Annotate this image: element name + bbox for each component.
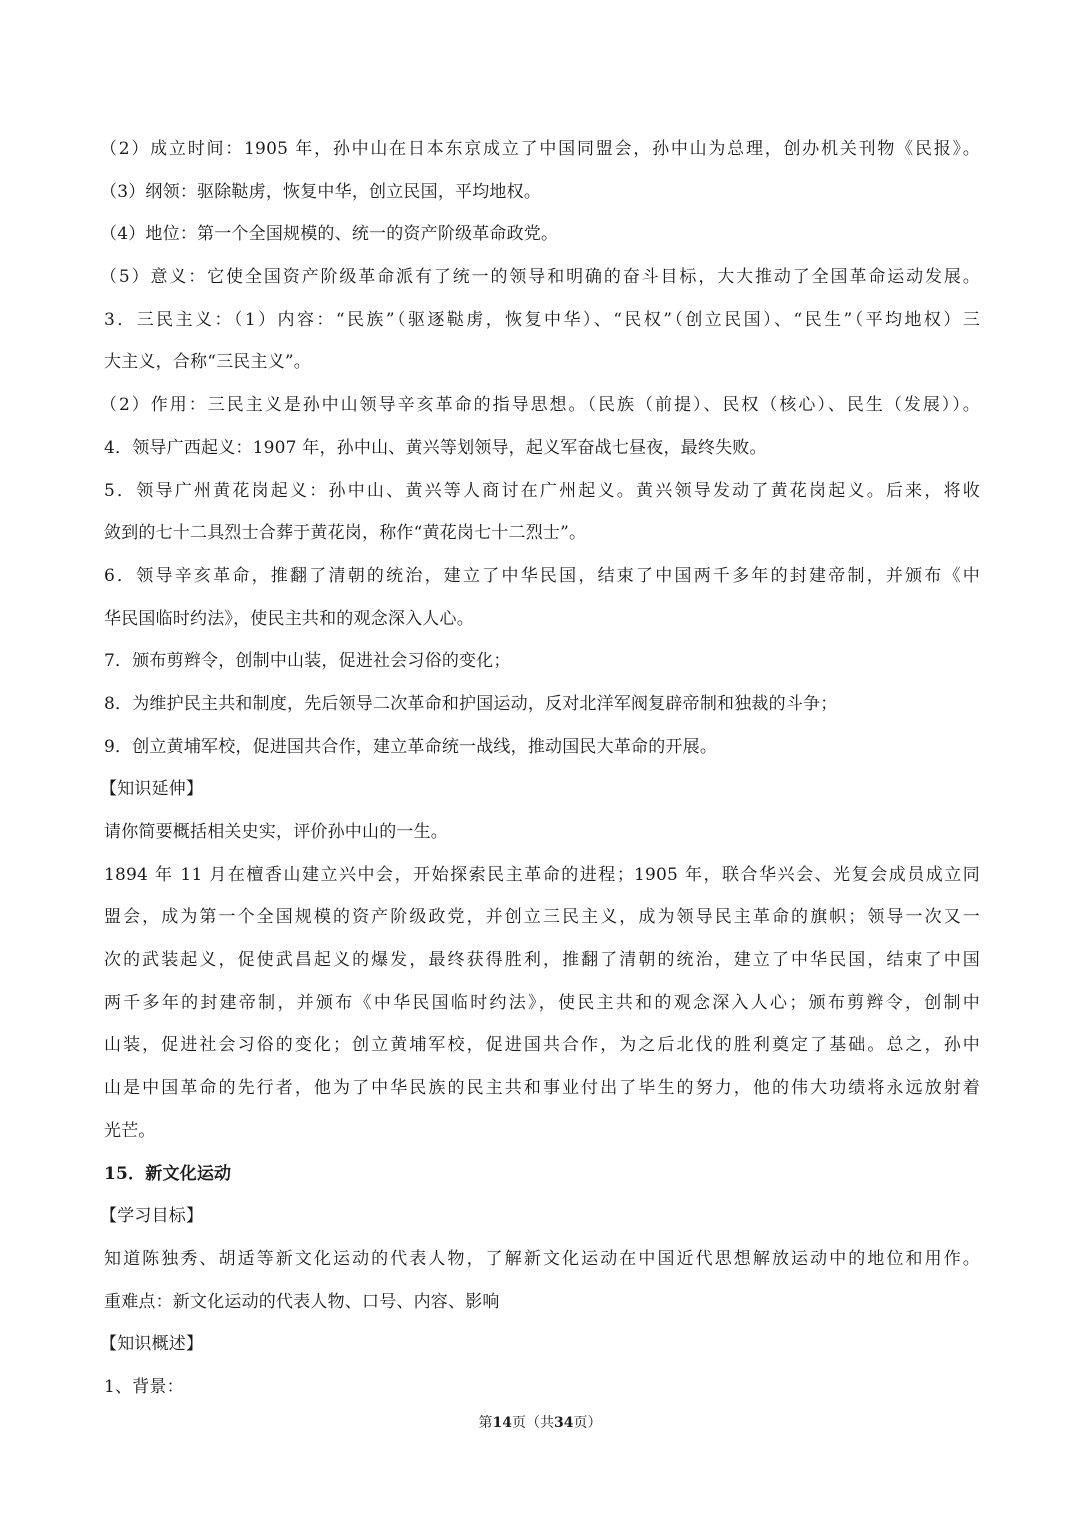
text-line: 4．领导广西起义：1907 年，孙中山、黄兴等划领导，起义军奋战七昼夜，最终失败。 <box>104 437 767 458</box>
text-line: 6．领导辛亥革命，推翻了清朝的统治，建立了中华民国，结束了中国两千多年的封建帝制，并颁布《中 <box>104 565 980 586</box>
text-line: 7．颁布剪辫令，创制中山装，促进社会习俗的变化； <box>104 651 511 672</box>
text-line: 5．领导广州黄花岗起义：孙中山、黄兴等人商讨在广州起义。黄兴领导发动了黄花岗起义。后来，将收 <box>104 480 980 501</box>
footer-prefix: 第 <box>478 1415 493 1431</box>
document-body <box>100 128 980 1409</box>
text-line: （2）作用：三民主义是孙中山领导辛亥革命的指导思想。（民族（前提）、民权（核心）、民生（发展））。 <box>100 395 980 416</box>
text-line: 华民国临时约法》，使民主共和的观念深入人心。 <box>104 608 474 629</box>
text-line: 3．三民主义：（1）内容：“民族”（驱逐鞑虏，恢复中华）、“民权”（创立民国）、“民生”（平均地权）三 <box>104 309 980 330</box>
text-line: 山是中国革命的先行者，他为了中华民族的民主共和事业付出了毕生的努力，他的伟大功绩将永远放射着 <box>104 1078 980 1099</box>
text-line: 山装，促进社会习俗的变化；创立黄埔军校，促进国共合作，为之后北伐的胜利奠定了基础。总之，孙中 <box>104 1035 980 1056</box>
page-footer <box>0 1412 1080 1432</box>
text-line: 【学习目标】 <box>100 1206 204 1227</box>
text-line: 盟会，成为第一个全国规模的资产阶级政党，并创立三民主义，成为领导民主革命的旗帜；领导一次又一 <box>104 907 980 928</box>
footer-suffix: 页） <box>573 1415 602 1431</box>
text-line: 大主义，合称“三民主义”。 <box>104 352 311 373</box>
text-line: 请你简要概括相关史实，评价孙中山的一生。 <box>104 822 448 842</box>
text-line: 【知识概述】 <box>100 1334 204 1355</box>
text-line: 8．为维护民主共和制度，先后领导二次革命和护国运动，反对北洋军阀复辟帝制和独裁的斗争； <box>104 693 838 714</box>
footer-middle: 页（共 <box>512 1415 554 1431</box>
text-line: 【知识延伸】 <box>100 779 204 800</box>
text-line: 光芒。 <box>104 1120 156 1141</box>
footer-page-number: 14 <box>492 1415 512 1431</box>
text-line: 9．创立黄埔军校，促进国共合作，建立革命统一战线，推动国民大革命的开展。 <box>104 736 718 757</box>
text-line: （2）成立时间：1905 年，孙中山在日本东京成立了中国同盟会，孙中山为总理，创办机关刊物《民报》。 <box>100 139 980 159</box>
text-line: 重难点：新文化运动的代表人物、口号、内容、影响 <box>104 1291 500 1312</box>
text-line: 次的武装起义，促使武昌起义的爆发，最终获得胜利，推翻了清朝的统治，建立了中华民国，结束了中国 <box>104 950 980 971</box>
section-heading: 15．新文化运动 <box>104 1163 232 1184</box>
text-line: 知道陈独秀、胡适等新文化运动的代表人物，了解新文化运动在中国近代思想解放运动中的地位和用作。 <box>104 1248 980 1269</box>
text-line: 敛到的七十二具烈士合葬于黄花岗，称作“黄花岗七十二烈士”。 <box>104 523 587 544</box>
text-line: 1894 年 11 月在檀香山建立兴中会，开始探索民主革命的进程；1905 年，联合华兴会、光复会成员成立同 <box>104 864 980 885</box>
text-line: （4）地位：第一个全国规模的、统一的资产阶级革命政党。 <box>100 224 559 245</box>
text-line: （5）意义：它使全国资产阶级革命派有了统一的领导和明确的奋斗目标，大大推动了全国革命运动发展。 <box>100 267 980 288</box>
text-line: 两千多年的封建帝制，并颁布《中华民国临时约法》，使民主共和的观念深入人心；颁布剪辫令，创制中 <box>104 992 980 1013</box>
text-line: 1、背景： <box>104 1376 184 1397</box>
text-line: （3）纲领：驱除鞑虏，恢复中华，创立民国，平均地权。 <box>100 181 542 202</box>
footer-total-pages: 34 <box>554 1415 574 1431</box>
